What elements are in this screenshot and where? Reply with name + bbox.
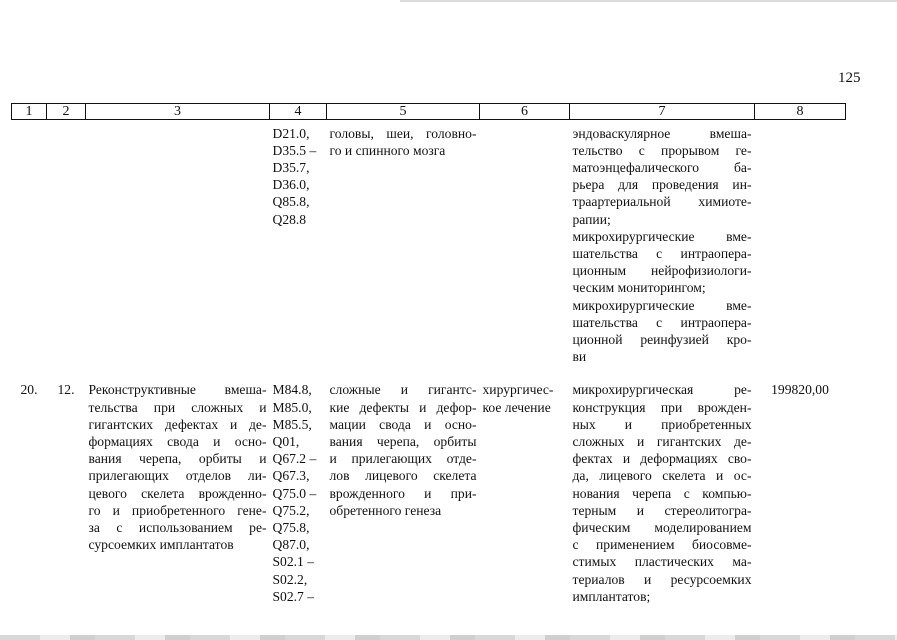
code-line: D21.0, [272, 125, 310, 141]
method-line: нования черепа с компью- [572, 485, 752, 501]
scan-artifact-bottom [0, 635, 897, 640]
method-line: с применением биосовме- [572, 537, 752, 553]
code-line: Q28.8 [272, 211, 307, 227]
code-line: D35.7, [272, 159, 310, 175]
header-col-7: 7 [570, 104, 755, 120]
method-line: ционным нейрофизиологи- [572, 263, 752, 279]
model-line: го и спинного мозга [329, 142, 446, 158]
method-line: матоэнцефалического ба- [572, 159, 752, 175]
code-line: Q75.2, [272, 502, 310, 518]
method-line: рапии; [572, 211, 611, 227]
continued-row [12, 125, 846, 366]
code-line: M85.5, [272, 416, 312, 432]
code-line: M84.8, [272, 382, 312, 398]
row-name [86, 381, 270, 605]
method-line: имплантатов; [572, 588, 651, 604]
code-line: Q75.0 – [272, 485, 317, 501]
method-line: траартериальной химиоте- [572, 194, 752, 210]
model-line: вания черепа, орбиты [329, 433, 477, 449]
method-line: тельство с прорывом ге- [572, 142, 752, 158]
model-line: врожденного и при- [329, 485, 477, 501]
method-line: ных и приобретенных [572, 416, 752, 432]
name-line: за с использованием ре- [88, 519, 267, 535]
method-line: микрохирургическая ре- [572, 382, 752, 398]
model-line: мации свода и осно- [329, 416, 477, 432]
model-line: кие дефекты и дефор- [329, 399, 477, 415]
header-col-6: 6 [480, 104, 570, 120]
name-line: формациях свода и осно- [88, 433, 267, 449]
model-line: сложные и гигантс- [329, 382, 477, 398]
row-20 [12, 381, 846, 605]
name-line: го и приобретенного гене- [88, 502, 267, 518]
method-line: ческим мониторингом; [572, 280, 706, 296]
code-line: S02.2, [272, 571, 308, 587]
code-line: S02.1 – [272, 554, 315, 570]
header-col-4: 4 [270, 104, 327, 120]
model-line: и прилегающих отде- [329, 451, 477, 467]
row-group: 12. [57, 382, 75, 398]
name-line: гигантских дефектах и де- [88, 416, 267, 432]
code-line: Q01, [272, 433, 300, 449]
method-line: териалов и ресурсоемких [572, 571, 752, 587]
row-treatment [480, 381, 570, 605]
document-table [11, 103, 846, 605]
model-line: головы, шеи, головно- [329, 125, 477, 141]
name-line: тельства при сложных и [88, 399, 267, 415]
code-line: Q67.3, [272, 468, 310, 484]
name-line: цевого скелета врожденно- [88, 485, 267, 501]
treatment-line: хирургичес- [482, 382, 554, 398]
method-line: конструкция при врожден- [572, 399, 752, 415]
method-line: сложных и гигантских де- [572, 433, 752, 449]
header-col-8: 8 [755, 104, 846, 120]
continued-model [327, 125, 480, 366]
code-line: M85.0, [272, 399, 312, 415]
header-col-2: 2 [47, 104, 86, 120]
row-number: 20. [20, 382, 38, 398]
continued-codes [270, 125, 327, 366]
code-line: D36.0, [272, 177, 310, 193]
page-number: 125 [838, 70, 861, 86]
name-line: сурсоемких имплантатов [88, 537, 234, 553]
header-col-3: 3 [86, 104, 270, 120]
method-line: микрохирургические вме- [572, 297, 752, 313]
method-line: рьера для проведения ин- [572, 177, 752, 193]
method-line: эндоваскулярное вмеша- [572, 125, 752, 141]
code-line: S02.7 – [272, 588, 315, 604]
row-codes [270, 381, 327, 605]
method-line: терным и стереолитогра- [572, 502, 752, 518]
code-line: Q87.0, [272, 537, 310, 553]
code-line: Q67.2 – [272, 451, 317, 467]
header-col-1: 1 [12, 104, 47, 120]
method-line: микрохирургические вме- [572, 228, 752, 244]
code-line: D35.5 – [272, 142, 317, 158]
code-line: Q75.8, [272, 519, 310, 535]
row-cost: 199820,00 [771, 382, 829, 398]
code-line: Q85.8, [272, 194, 310, 210]
method-line: ви [572, 349, 587, 365]
continued-method [570, 125, 755, 366]
header-row [12, 104, 846, 120]
name-line: Реконструктивные вмеша- [88, 382, 267, 398]
method-line: шательства с интраопера- [572, 314, 752, 330]
name-line: прилегающих отделов ли- [88, 468, 267, 484]
header-col-5: 5 [327, 104, 480, 120]
method-line: ционной реинфузией кро- [572, 331, 752, 347]
name-line: вания черепа, орбиты и [88, 451, 267, 467]
model-line: обретенного генеза [329, 502, 442, 518]
treatment-line: кое лечение [482, 399, 551, 415]
method-line: да, лицевого скелета и ос- [572, 468, 752, 484]
scan-artifact-top [400, 0, 897, 2]
method-line: фектах и деформациях сво- [572, 451, 752, 467]
row-method [570, 381, 755, 605]
method-line: фическим моделированием [572, 519, 752, 535]
method-line: стимых пластических ма- [572, 554, 752, 570]
model-line: лов лицевого скелета [329, 468, 477, 484]
method-line: шательства с интраопера- [572, 245, 752, 261]
row-model [327, 381, 480, 605]
